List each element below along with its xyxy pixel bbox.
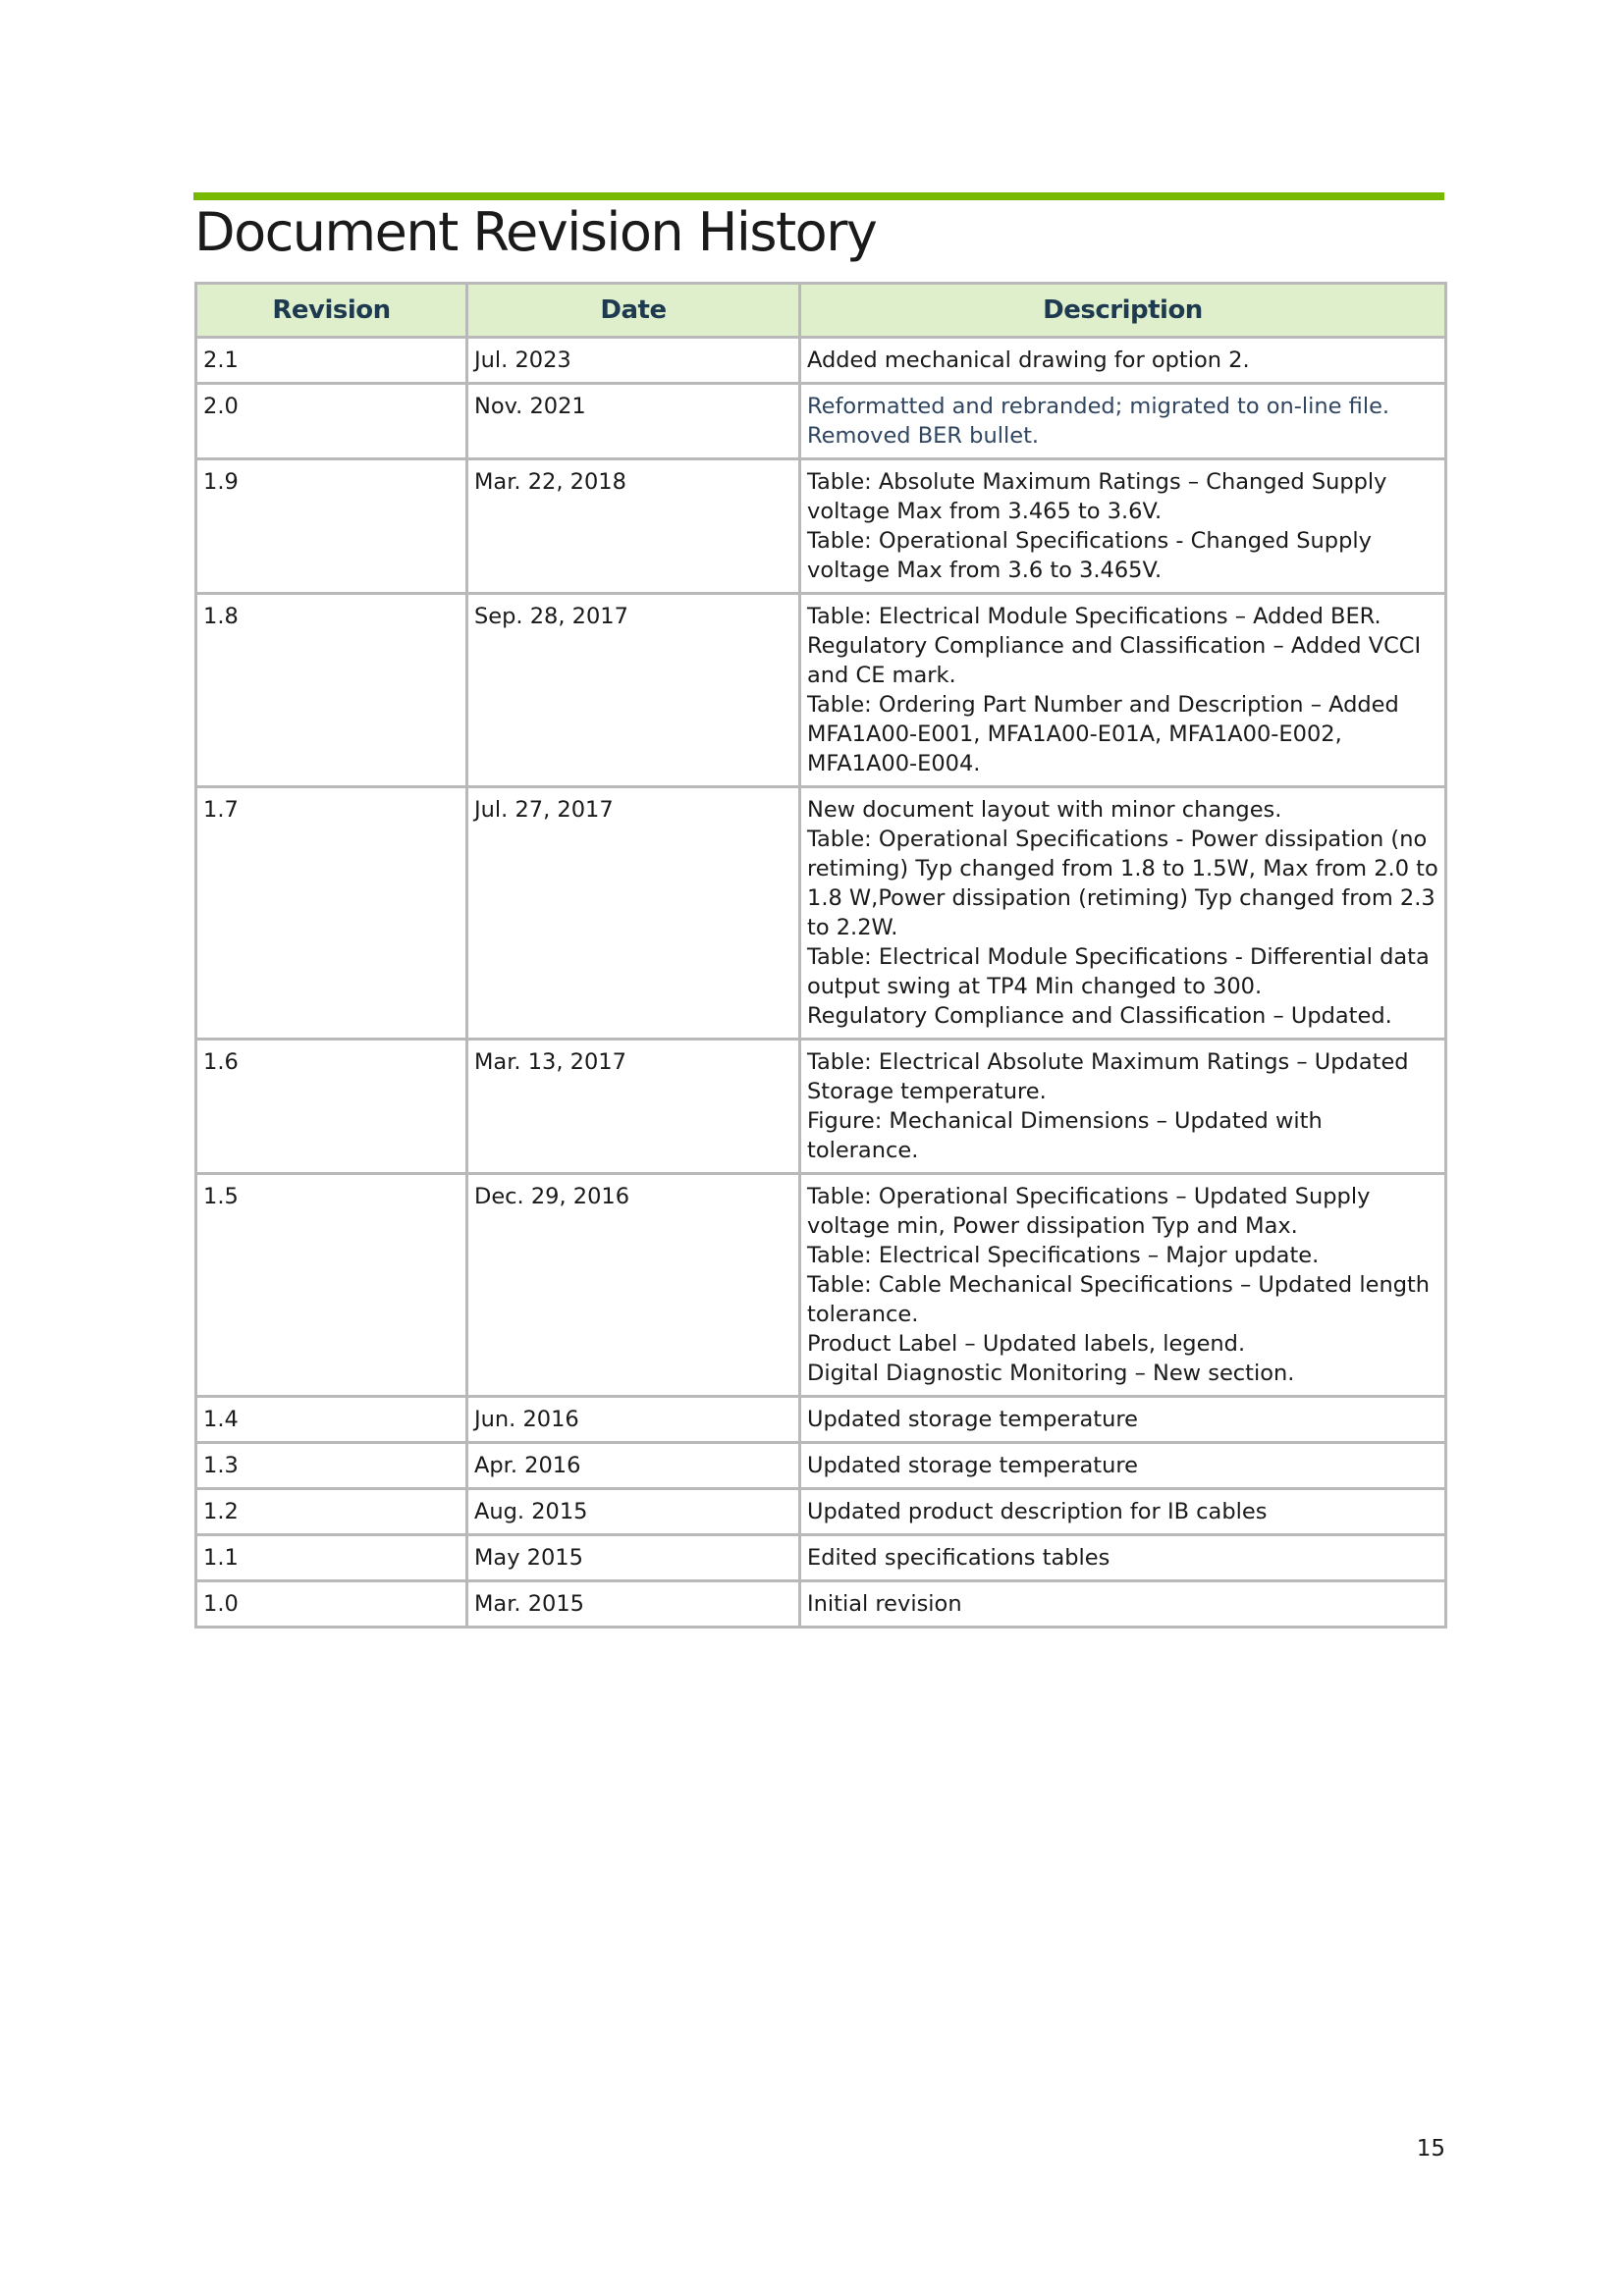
revision-cell: 2.1 [196,338,467,384]
table-row [196,338,1446,384]
table-row [196,787,1446,1040]
date-cell: Sep. 28, 2017 [467,594,800,787]
description-cell [800,1040,1446,1174]
revision-cell: 1.9 [196,459,467,594]
table-row [196,1581,1446,1628]
description-line: Regulatory Compliance and Classification – Updated. [807,1003,1392,1029]
table-row [196,1397,1446,1443]
table-row [196,1174,1446,1397]
description-line: Initial revision [807,1591,962,1617]
description-cell [800,1397,1446,1443]
table-row [196,1443,1446,1489]
description-line: Updated product description for IB cables [807,1499,1268,1524]
description-line: Updated storage temperature [807,1453,1138,1478]
description-line: New document layout with minor changes. [807,797,1282,823]
date-cell: Jun. 2016 [467,1397,800,1443]
revision-cell: 1.0 [196,1581,467,1628]
description-line: Product Label – Updated labels, legend. [807,1331,1246,1357]
table-row [196,1535,1446,1581]
description-line: Table: Operational Specifications - Power dissipation (no retiming) Typ changed from 1.8 to 1.5W, Max from 2.0 to 1.8 W,Power dissipation (retiming) Typ changed from 2.3 to 2.2W. [807,827,1438,940]
revision-cell: 1.4 [196,1397,467,1443]
revision-cell: 1.3 [196,1443,467,1489]
description-cell [800,594,1446,787]
table-row [196,594,1446,787]
date-cell: Jul. 27, 2017 [467,787,800,1040]
description-line: Table: Absolute Maximum Ratings – Changed Supply voltage Max from 3.465 to 3.6V. [807,469,1387,524]
description-cell [800,1443,1446,1489]
description-line: Table: Operational Specifications - Changed Supply voltage Max from 3.6 to 3.465V. [807,528,1372,583]
revision-history-table [194,282,1447,1629]
date-cell: Apr. 2016 [467,1443,800,1489]
table-row [196,1040,1446,1174]
description-line: Table: Operational Specifications – Updated Supply voltage min, Power dissipation Typ and Max. [807,1184,1371,1239]
date-cell: Jul. 2023 [467,338,800,384]
description-line: Added mechanical drawing for option 2. [807,347,1250,373]
description-cell [800,459,1446,594]
table-row [196,459,1446,594]
revision-cell: 2.0 [196,384,467,459]
description-cell [800,384,1446,459]
date-cell: Mar. 13, 2017 [467,1040,800,1174]
revision-cell: 1.7 [196,787,467,1040]
description-line: Updated storage temperature [807,1407,1138,1432]
description-line: Edited specifications tables [807,1545,1110,1571]
description-line: Table: Electrical Absolute Maximum Ratings – Updated Storage temperature. [807,1049,1409,1104]
revision-cell: 1.8 [196,594,467,787]
table-header-row [196,284,1446,338]
description-cell [800,1535,1446,1581]
page-number: 15 [1416,2136,1445,2162]
revision-cell: 1.6 [196,1040,467,1174]
description-line: Figure: Mechanical Dimensions – Updated with tolerance. [807,1108,1323,1163]
date-cell: Mar. 22, 2018 [467,459,800,594]
revision-cell: 1.2 [196,1489,467,1535]
description-line: Table: Electrical Module Specifications – Added BER. [807,604,1381,629]
description-cell [800,1489,1446,1535]
date-cell: Nov. 2021 [467,384,800,459]
page-title: Document Revision History [194,201,877,263]
description-line: Removed BER bullet. [807,423,1040,449]
description-cell [800,338,1446,384]
header-revision: Revision [196,284,467,338]
table-row [196,1489,1446,1535]
description-cell [800,787,1446,1040]
date-cell: Aug. 2015 [467,1489,800,1535]
table-row [196,384,1446,459]
description-line: Digital Diagnostic Monitoring – New section. [807,1361,1295,1386]
description-cell [800,1174,1446,1397]
revision-cell: 1.5 [196,1174,467,1397]
date-cell: Mar. 2015 [467,1581,800,1628]
header-date: Date [467,284,800,338]
description-cell [800,1581,1446,1628]
title-accent-rule [193,192,1444,200]
description-line: Regulatory Compliance and Classification – Added VCCI and CE mark. [807,633,1422,688]
date-cell: Dec. 29, 2016 [467,1174,800,1397]
description-line: Table: Electrical Specifications – Major update. [807,1243,1320,1268]
description-line: Table: Electrical Module Specifications - Differential data output swing at TP4 Min changed to 300. [807,944,1430,999]
date-cell: May 2015 [467,1535,800,1581]
description-line: Table: Ordering Part Number and Description – Added MFA1A00-E001, MFA1A00-E01A, MFA1A00-E002, MFA1A00-E004. [807,692,1399,776]
description-line: Reformatted and rebranded; migrated to on-line file. [807,394,1390,419]
description-line: Table: Cable Mechanical Specifications – Updated length tolerance. [807,1272,1431,1327]
header-description: Description [800,284,1446,338]
revision-cell: 1.1 [196,1535,467,1581]
